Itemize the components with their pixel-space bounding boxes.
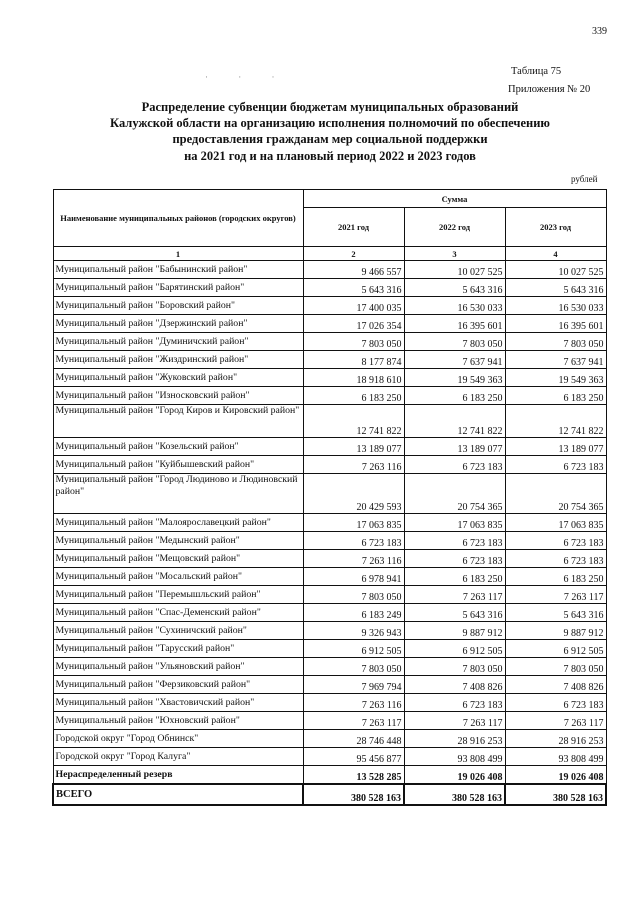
row-value-2023: 7 408 826 <box>505 676 606 694</box>
row-value-2022: 7 263 117 <box>404 586 505 604</box>
table-row <box>53 730 606 748</box>
row-value-2022: 6 183 250 <box>404 568 505 586</box>
row-value-2023: 20 754 365 <box>505 474 606 514</box>
row-value-2023: 6 723 183 <box>505 532 606 550</box>
table-body <box>53 261 606 806</box>
row-value-2021: 8 177 874 <box>303 351 404 369</box>
row-value-2023: 6 723 183 <box>505 694 606 712</box>
row-value-2021: 6 978 941 <box>303 568 404 586</box>
table-label: Таблица 75 <box>511 66 562 77</box>
row-value-2022: 7 637 941 <box>404 351 505 369</box>
row-value-2022: 9 887 912 <box>404 622 505 640</box>
row-name: Муниципальный район "Юхновский район" <box>53 712 303 730</box>
row-value-2023: 16 395 601 <box>505 315 606 333</box>
title-line: предоставления гражданам мер социальной поддержки <box>172 132 488 147</box>
row-value-2023: 380 528 163 <box>505 784 606 805</box>
unit-label: рублей <box>571 174 598 184</box>
row-value-2022: 7 803 050 <box>404 658 505 676</box>
row-value-2023: 9 887 912 <box>505 622 606 640</box>
row-value-2022: 6 723 183 <box>404 532 505 550</box>
row-name: Муниципальный район "Ульяновский район" <box>53 658 303 676</box>
table-row <box>53 604 606 622</box>
row-name: Муниципальный район "Жуковский район" <box>53 369 303 387</box>
row-name: Нераспределенный резерв <box>53 766 303 785</box>
table-row <box>53 405 606 438</box>
document-title <box>80 99 580 164</box>
row-value-2022: 28 916 253 <box>404 730 505 748</box>
table-row <box>53 333 606 351</box>
header-name-column: Наименование муниципальных районов (городских округов) <box>53 190 303 247</box>
row-value-2021: 95 456 877 <box>303 748 404 766</box>
table-row <box>53 297 606 315</box>
row-value-2021: 9 326 943 <box>303 622 404 640</box>
row-name: Муниципальный район "Боровский район" <box>53 297 303 315</box>
row-value-2023: 7 263 117 <box>505 712 606 730</box>
row-name: Муниципальный район "Город Людиново и Людиновский район" <box>53 474 303 514</box>
row-name: ВСЕГО <box>53 784 303 805</box>
row-name: Муниципальный район "Хвастовичский район" <box>53 694 303 712</box>
table-row <box>53 658 606 676</box>
row-value-2021: 5 643 316 <box>303 279 404 297</box>
row-value-2023: 16 530 033 <box>505 297 606 315</box>
row-value-2023: 6 723 183 <box>505 456 606 474</box>
row-value-2023: 7 803 050 <box>505 658 606 676</box>
row-name: Городской округ "Город Калуга" <box>53 748 303 766</box>
table-row <box>53 456 606 474</box>
header-year-2023: 2023 год <box>505 208 606 247</box>
table-row <box>53 387 606 405</box>
table-row <box>53 474 606 514</box>
row-value-2022: 6 912 505 <box>404 640 505 658</box>
header-year-2021: 2021 год <box>303 208 404 247</box>
row-name: Муниципальный район "Малоярославецкий район" <box>53 514 303 532</box>
row-value-2021: 13 189 077 <box>303 438 404 456</box>
row-value-2022: 12 741 822 <box>404 405 505 438</box>
row-value-2021: 6 723 183 <box>303 532 404 550</box>
row-value-2022: 380 528 163 <box>404 784 505 805</box>
row-value-2022: 5 643 316 <box>404 279 505 297</box>
row-value-2021: 17 026 354 <box>303 315 404 333</box>
row-value-2023: 7 803 050 <box>505 333 606 351</box>
table-row <box>53 676 606 694</box>
row-name: Муниципальный район "Мосальский район" <box>53 568 303 586</box>
row-value-2022: 13 189 077 <box>404 438 505 456</box>
row-value-2023: 7 637 941 <box>505 351 606 369</box>
row-name: Муниципальный район "Износковский район" <box>53 387 303 405</box>
row-value-2022: 16 530 033 <box>404 297 505 315</box>
row-value-2021: 7 263 116 <box>303 456 404 474</box>
row-value-2023: 5 643 316 <box>505 279 606 297</box>
row-name: Муниципальный район "Город Киров и Кировский район" <box>53 405 303 438</box>
row-value-2023: 6 183 250 <box>505 387 606 405</box>
col-number: 4 <box>505 247 606 261</box>
table-row <box>53 550 606 568</box>
row-value-2022: 6 723 183 <box>404 694 505 712</box>
table-row <box>53 438 606 456</box>
row-value-2021: 7 969 794 <box>303 676 404 694</box>
row-value-2021: 6 183 249 <box>303 604 404 622</box>
row-value-2021: 9 466 557 <box>303 261 404 279</box>
subvention-table <box>52 189 607 806</box>
row-value-2021: 380 528 163 <box>303 784 404 805</box>
table-row <box>53 694 606 712</box>
col-number: 3 <box>404 247 505 261</box>
row-value-2021: 7 803 050 <box>303 586 404 604</box>
table-row <box>53 279 606 297</box>
table-row <box>53 369 606 387</box>
header-year-2022: 2022 год <box>404 208 505 247</box>
table-row <box>53 766 606 785</box>
appendix-label: Приложения № 20 <box>508 84 591 95</box>
row-value-2022: 10 027 525 <box>404 261 505 279</box>
row-value-2021: 18 918 610 <box>303 369 404 387</box>
row-name: Муниципальный район "Ферзиковский район" <box>53 676 303 694</box>
row-value-2022: 6 723 183 <box>404 550 505 568</box>
row-value-2021: 20 429 593 <box>303 474 404 514</box>
row-value-2021: 17 400 035 <box>303 297 404 315</box>
row-value-2022: 19 026 408 <box>404 766 505 785</box>
row-value-2023: 17 063 835 <box>505 514 606 532</box>
row-value-2023: 6 912 505 <box>505 640 606 658</box>
row-name: Муниципальный район "Барятинский район" <box>53 279 303 297</box>
row-value-2022: 7 263 117 <box>404 712 505 730</box>
row-name: Муниципальный район "Спас-Деменский район" <box>53 604 303 622</box>
title-line: Калужской области на организацию исполнения полномочий по обеспечению <box>110 116 550 131</box>
row-name: Муниципальный район "Дзержинский район" <box>53 315 303 333</box>
header-sum: Сумма <box>303 190 606 208</box>
row-name: Муниципальный район "Медынский район" <box>53 532 303 550</box>
title-line: Распределение субвенции бюджетам муниципальных образований <box>141 100 519 114</box>
row-value-2023: 13 189 077 <box>505 438 606 456</box>
table-row <box>53 315 606 333</box>
row-value-2023: 28 916 253 <box>505 730 606 748</box>
row-value-2023: 6 723 183 <box>505 550 606 568</box>
table-row <box>53 261 606 279</box>
row-value-2021: 7 803 050 <box>303 333 404 351</box>
table-row <box>53 514 606 532</box>
col-number: 2 <box>303 247 404 261</box>
row-value-2022: 6 723 183 <box>404 456 505 474</box>
row-value-2021: 13 528 285 <box>303 766 404 785</box>
title-line: на 2021 год и на плановый период 2022 и 2023 годов <box>184 148 476 163</box>
table-row <box>53 532 606 550</box>
table-row <box>53 748 606 766</box>
row-name: Муниципальный район "Бабынинский район" <box>53 261 303 279</box>
row-name: Муниципальный район "Жиздринский район" <box>53 351 303 369</box>
row-value-2022: 7 803 050 <box>404 333 505 351</box>
row-value-2023: 6 183 250 <box>505 568 606 586</box>
row-value-2021: 7 263 116 <box>303 694 404 712</box>
table-row <box>53 640 606 658</box>
row-name: Муниципальный район "Козельский район" <box>53 438 303 456</box>
row-value-2023: 7 263 117 <box>505 586 606 604</box>
table-row <box>53 351 606 369</box>
row-value-2023: 19 026 408 <box>505 766 606 785</box>
scan-specks: · · · <box>205 72 289 82</box>
row-value-2022: 16 395 601 <box>404 315 505 333</box>
row-value-2021: 17 063 835 <box>303 514 404 532</box>
row-value-2022: 19 549 363 <box>404 369 505 387</box>
table-row <box>53 586 606 604</box>
row-value-2023: 10 027 525 <box>505 261 606 279</box>
row-value-2021: 7 263 116 <box>303 550 404 568</box>
row-value-2023: 19 549 363 <box>505 369 606 387</box>
row-value-2023: 12 741 822 <box>505 405 606 438</box>
table-row <box>53 622 606 640</box>
row-value-2021: 6 912 505 <box>303 640 404 658</box>
row-name: Муниципальный район "Думиничский район" <box>53 333 303 351</box>
row-value-2022: 5 643 316 <box>404 604 505 622</box>
row-value-2022: 93 808 499 <box>404 748 505 766</box>
row-value-2023: 93 808 499 <box>505 748 606 766</box>
row-value-2023: 5 643 316 <box>505 604 606 622</box>
row-value-2022: 17 063 835 <box>404 514 505 532</box>
row-value-2021: 28 746 448 <box>303 730 404 748</box>
row-name: Муниципальный район "Тарусский район" <box>53 640 303 658</box>
row-value-2021: 7 803 050 <box>303 658 404 676</box>
row-name: Муниципальный район "Куйбышевский район" <box>53 456 303 474</box>
page-number: 339 <box>592 26 607 37</box>
row-name: Муниципальный район "Перемышльский район" <box>53 586 303 604</box>
row-name: Муниципальный район "Сухиничский район" <box>53 622 303 640</box>
row-value-2022: 20 754 365 <box>404 474 505 514</box>
col-number: 1 <box>53 247 303 261</box>
row-value-2022: 7 408 826 <box>404 676 505 694</box>
row-value-2021: 7 263 117 <box>303 712 404 730</box>
row-value-2021: 12 741 822 <box>303 405 404 438</box>
row-value-2022: 6 183 250 <box>404 387 505 405</box>
row-name: Муниципальный район "Мещовский район" <box>53 550 303 568</box>
total-row <box>53 784 606 805</box>
row-value-2021: 6 183 250 <box>303 387 404 405</box>
row-name: Городской округ "Город Обнинск" <box>53 730 303 748</box>
table-row <box>53 712 606 730</box>
table-row <box>53 568 606 586</box>
